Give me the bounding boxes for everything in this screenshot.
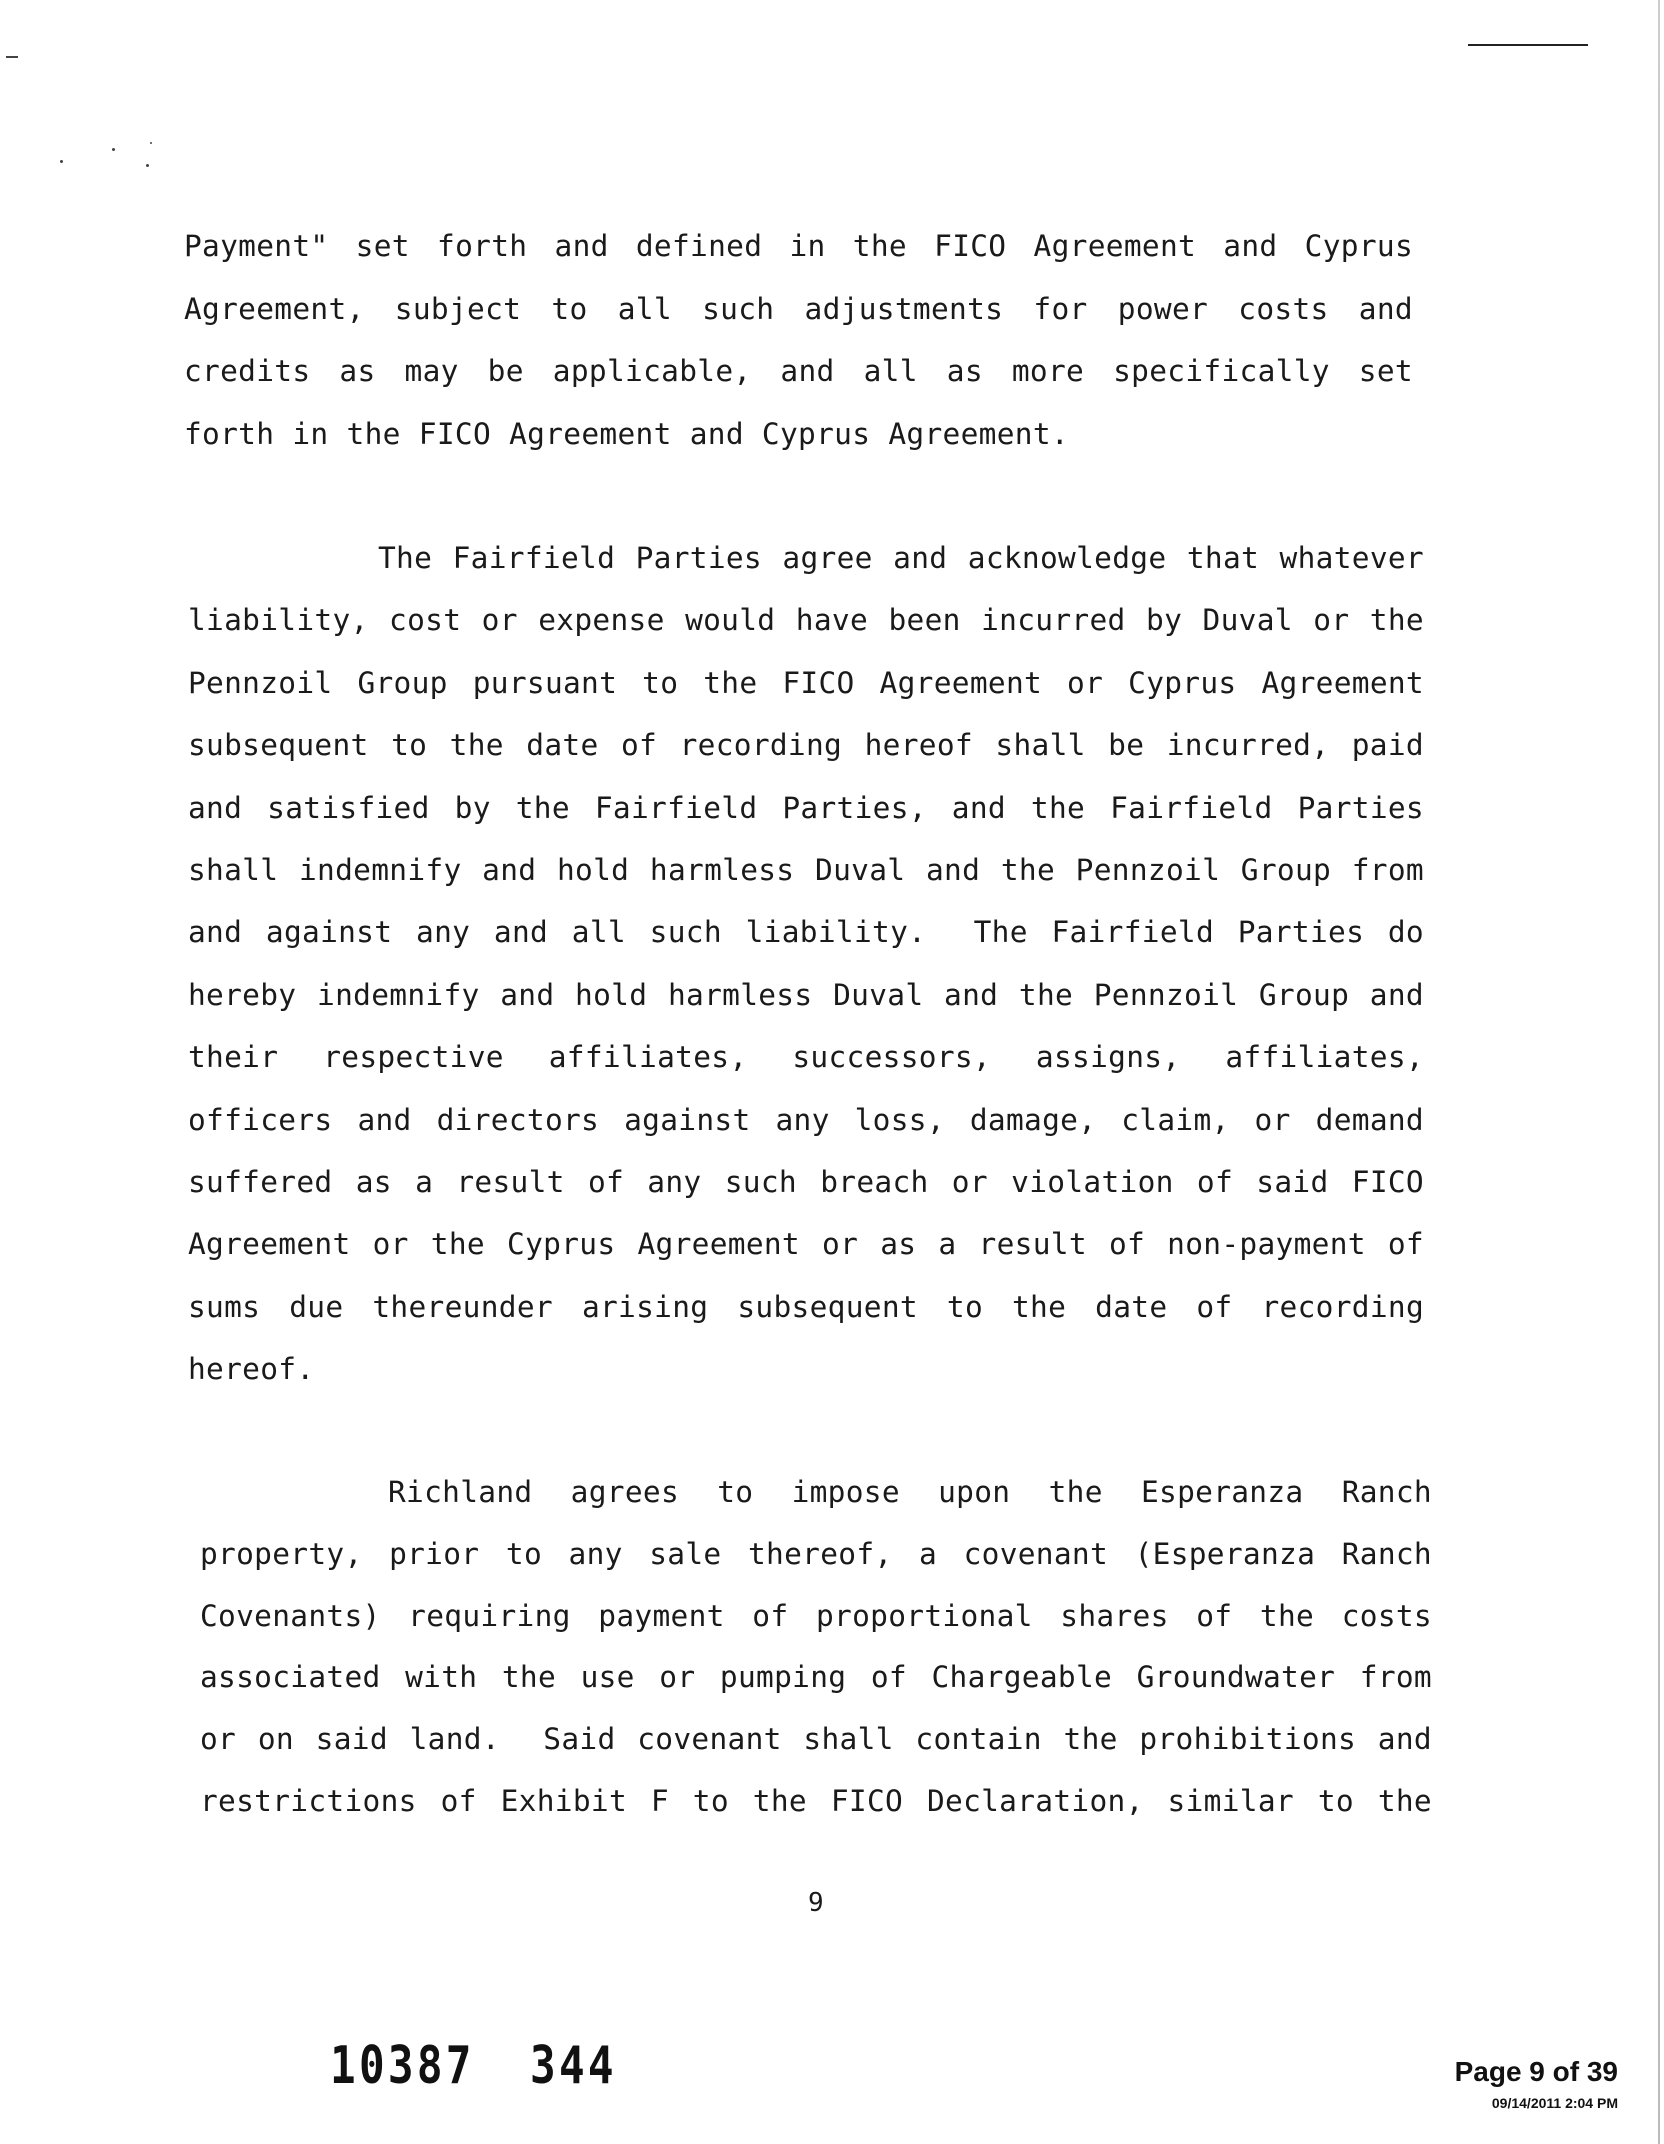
scan-edge xyxy=(1658,0,1660,2144)
text-line: Payment" set forth and defined in the FICO Agreement and Cyprus xyxy=(184,229,1413,263)
scan-speck xyxy=(60,160,63,163)
text-line: associated with the use or pumping of Chargeable Groundwater from xyxy=(200,1660,1432,1695)
text-line: hereby indemnify and hold harmless Duval and the Pennzoil Group and xyxy=(188,977,1424,1012)
text-line: liability, cost or expense would have been incurred by Duval or the xyxy=(188,603,1424,638)
text-line: Richland agrees to impose upon the Esperanza Ranch xyxy=(388,1475,1432,1509)
page-number: 9 xyxy=(808,1888,824,1918)
text-line: officers and directors against any loss, damage, claim, or demand xyxy=(188,1102,1424,1137)
text-line: property, prior to any sale thereof, a covenant (Esperanza Ranch xyxy=(200,1536,1432,1571)
top-rule-line xyxy=(1468,44,1588,46)
text-line: subsequent to the date of recording hereof shall be incurred, paid xyxy=(188,728,1424,763)
recording-page-number: 344 xyxy=(530,2036,617,2096)
recording-book-number: 10387 xyxy=(330,2036,475,2096)
text-line: forth in the FICO Agreement and Cyprus Agreement. xyxy=(184,416,1069,451)
text-line: their respective affiliates, successors, assigns, affiliates, xyxy=(188,1040,1424,1075)
text-line: credits as may be applicable, and all as more specifically set xyxy=(184,354,1413,388)
text-line: The Fairfield Parties agree and acknowledge that whatever xyxy=(378,541,1424,575)
text-line: sums due thereunder arising subsequent to the date of recording xyxy=(188,1289,1424,1324)
text-line: suffered as a result of any such breach or violation of said FICO xyxy=(188,1165,1424,1199)
scan-speck xyxy=(112,148,115,151)
text-line: and satisfied by the Fairfield Parties, and the Fairfield Parties xyxy=(188,790,1424,825)
text-line: Agreement or the Cyprus Agreement or as a result of non-payment of xyxy=(188,1227,1424,1262)
footer-page-label: Page 9 of 39 xyxy=(1454,2056,1618,2087)
text-line: shall indemnify and hold harmless Duval and the Pennzoil Group from xyxy=(188,853,1424,887)
text-line: and against any and all such liability. The Fairfield Parties do xyxy=(188,915,1424,950)
scan-speck xyxy=(146,164,149,167)
footer-timestamp: 09/14/2011 2:04 PM xyxy=(1491,2095,1618,2111)
text-line: restrictions of Exhibit F to the FICO Declaration, similar to the xyxy=(200,1784,1432,1818)
text-line: or on said land. Said covenant shall contain the prohibitions and xyxy=(200,1722,1432,1757)
scan-speck xyxy=(6,56,18,58)
scan-speck xyxy=(150,142,152,144)
text-line: Agreement, subject to all such adjustments for power costs and xyxy=(184,291,1413,326)
text-line: hereof. xyxy=(188,1352,315,1387)
text-line: Covenants) requiring payment of proportional shares of the costs xyxy=(200,1598,1432,1633)
text-line: Pennzoil Group pursuant to the FICO Agreement or Cyprus Agreement xyxy=(188,665,1424,700)
